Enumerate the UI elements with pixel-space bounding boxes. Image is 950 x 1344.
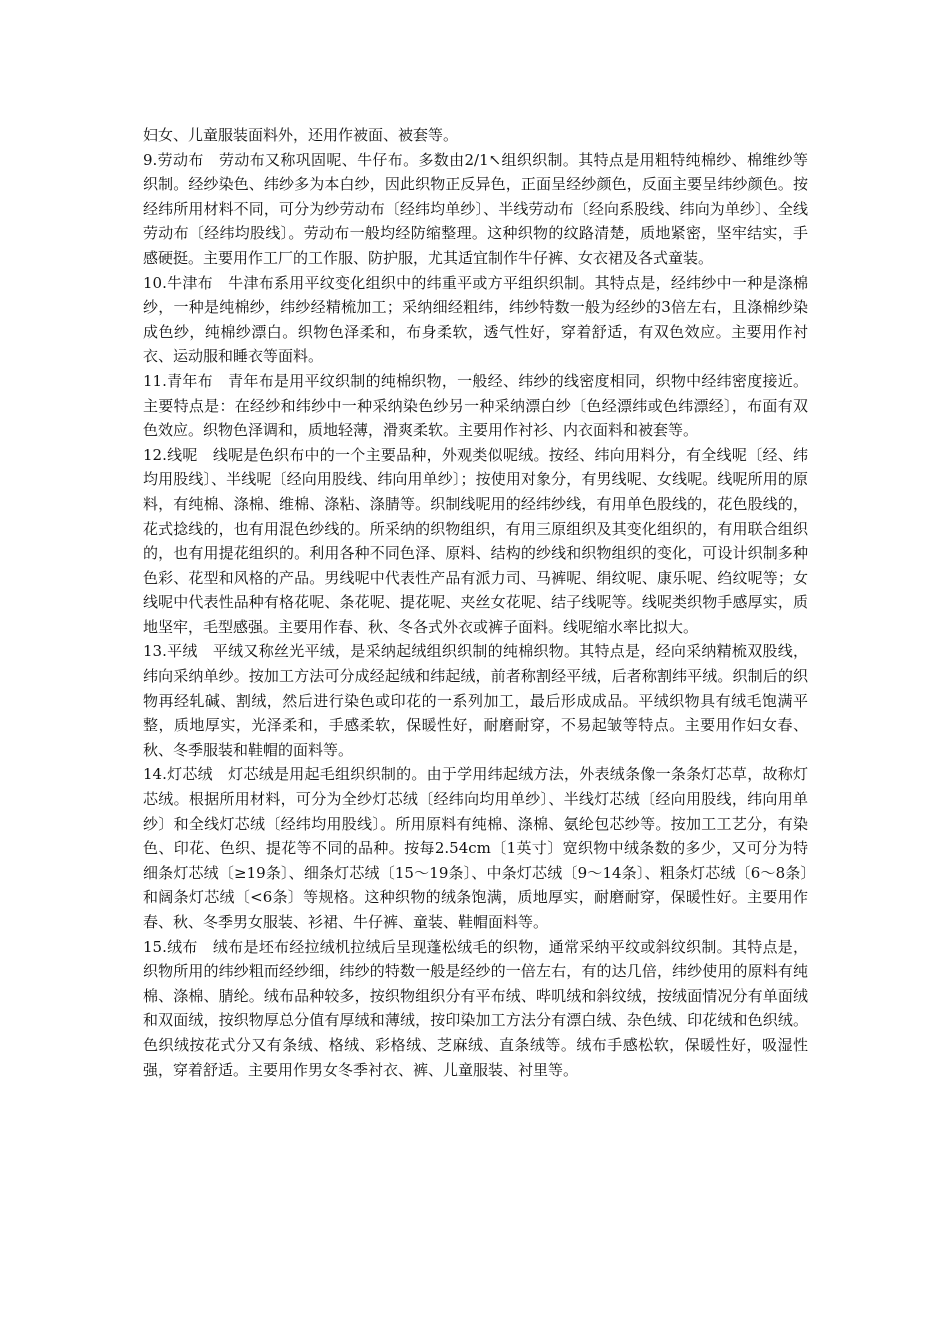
paragraph-corduroy: 14.灯芯绒 灯芯绒是用起毛组织织制的。由于学用纬起绒方法，外表绒条像一条条灯芯草，故称灯芯绒。根据所用材料，可分为全纱灯芯绒〔经纬向均用单纱〕、半线灯芯绒〔经向用股线，纬向用单纱〕和全线灯芯绒〔经纬均用股线〕。所用原料有纯棉、涤棉、氨纶包芯纱等。按加工工艺分，有染色、印花、色织、提花等不同的品种。按每2.54cm〔1英寸〕宽织物中绒条数的多少，又可分为特细条灯芯绒〔≥19条〕、细条灯芯绒〔15～19条〕、中条灯芯绒〔9～14条〕、粗条灯芯绒〔6～8条〕和阔条灯芯绒〔<6条〕等规格。这种织物的绒条饱满，质地厚实，耐磨耐穿，保暖性好。主要用作春、秋、冬季男女服装、衫裙、牛仔裤、童装、鞋帽面料等。 — [143, 765, 808, 931]
paragraph-velveteen: 13.平绒 平绒又称丝光平绒，是采纳起绒组织织制的纯棉织物。其特点是，经向采纳精梳双股线，纬向采纳单纱。按加工方法可分成经起绒和纬起绒，前者称割经平绒，后者称割纬平绒。织制后的织物再经轧碱、割绒，然后进行染色或印花的一系列加工，最后形成成品。平绒织物具有绒毛饱满平整，质地厚实，光泽柔和，手感柔软，保暖性好，耐磨耐穿，不易起皱等特点。主要用作妇女春、秋、冬季服装和鞋帽的面料等。 — [143, 642, 808, 759]
paragraph-intro-continuation: 妇女、儿童服装面料外，还用作被面、被套等。 — [143, 126, 459, 144]
paragraph-denim: 9.劳动布 劳动布又称巩固呢、牛仔布。多数由2/1↖组织织制。其特点是用粗特纯棉纱、棉维纱等织制。经纱染色、纬纱多为本白纱，因此织物正反异色，正面呈经纱颜色，反面主要呈纬纱颜色。按经纬所用材料不同，可分为纱劳动布〔经纬均单纱〕、半线劳动布〔经向系股线、纬向为单纱〕、全线劳动布〔经纬均股线〕。劳动布一般均经防缩整理。这种织物的纹路清楚，质地紧密，坚牢结实，手感硬挺。主要用作工厂的工作服、防护服，尤其适宜制作牛仔裤、女衣裙及各式童装。 — [143, 150, 808, 267]
paragraph-flannelette: 15.绒布 绒布是坯布经拉绒机拉绒后呈现蓬松绒毛的织物，通常采纳平纹或斜纹织制。其特点是，织物所用的纬纱粗而经纱细，纬纱的特数一般是经纱的一倍左右，有的达几倍，纬纱使用的原料有纯棉、涤棉、腈纶。绒布品种较多，按织物组织分有平布绒、哔叽绒和斜纹绒，按绒面情况分有单面绒和双面绒，按织物厚总分值有厚绒和薄绒，按印染加工方法分有漂白绒、杂色绒、印花绒和色织绒。色织绒按花式分又有条绒、格绒、彩格绒、芝麻绒、直条绒等。绒布手感松软，保暖性好，吸湿性强，穿着舒适。主要用作男女冬季衬衣、裤、儿童服装、衬里等。 — [143, 937, 808, 1079]
paragraph-thread-tweed: 12.线呢 线呢是色织布中的一个主要品种，外观类似呢绒。按经、纬向用料分，有全线呢〔经、纬均用股线〕、半线呢〔经向用股线、纬向用单纱〕；按使用对象分，有男线呢、女线呢。线呢所用的原料，有纯棉、涤棉、维棉、涤粘、涤腈等。织制线呢用的经纬纱线，有用单色股线的，花色股线的，花式捻线的，也有用混色纱线的。所采纳的织物组织，有用三原组织及其变化组织的，有用联合组织的，也有用提花组织的。利用各种不同色泽、原料、结构的纱线和织物组织的变化，可设计织制多种色彩、花型和风格的产品。男线呢中代表性产品有派力司、马裤呢、绢纹呢、康乐呢、绉纹呢等；女线呢中代表性品种有格花呢、条花呢、提花呢、夹丝女花呢、结子线呢等。线呢类织物手感厚实，质地坚牢，毛型感强。主要用作春、秋、冬各式外衣或裤子面料。线呢缩水率比拟大。 — [143, 445, 808, 636]
document-body — [143, 123, 808, 1082]
paragraph-oxford: 10.牛津布 牛津布系用平纹变化组织中的纬重平或方平组织织制。其特点是，经纬纱中一种是涤棉纱，一种是纯棉纱，纬纱经精梳加工；采纳细经粗纬，纬纱特数一般为经纱的3倍左右，且涤棉纱染成色纱，纯棉纱漂白。织物色泽柔和，布身柔软，透气性好，穿着舒适，有双色效应。主要用作衬衣、运动服和睡衣等面料。 — [143, 273, 808, 366]
paragraph-chambray: 11.青年布 青年布是用平纹织制的纯棉织物，一般经、纬纱的线密度相同，织物中经纬密度接近。主要特点是：在经纱和纬纱中一种采纳染色纱另一种采纳漂白纱〔色经漂纬或色纬漂经〕，布面有双色效应。织物色泽调和，质地轻薄，滑爽柔软。主要用作衬衫、内衣面料和被套等。 — [143, 371, 808, 440]
